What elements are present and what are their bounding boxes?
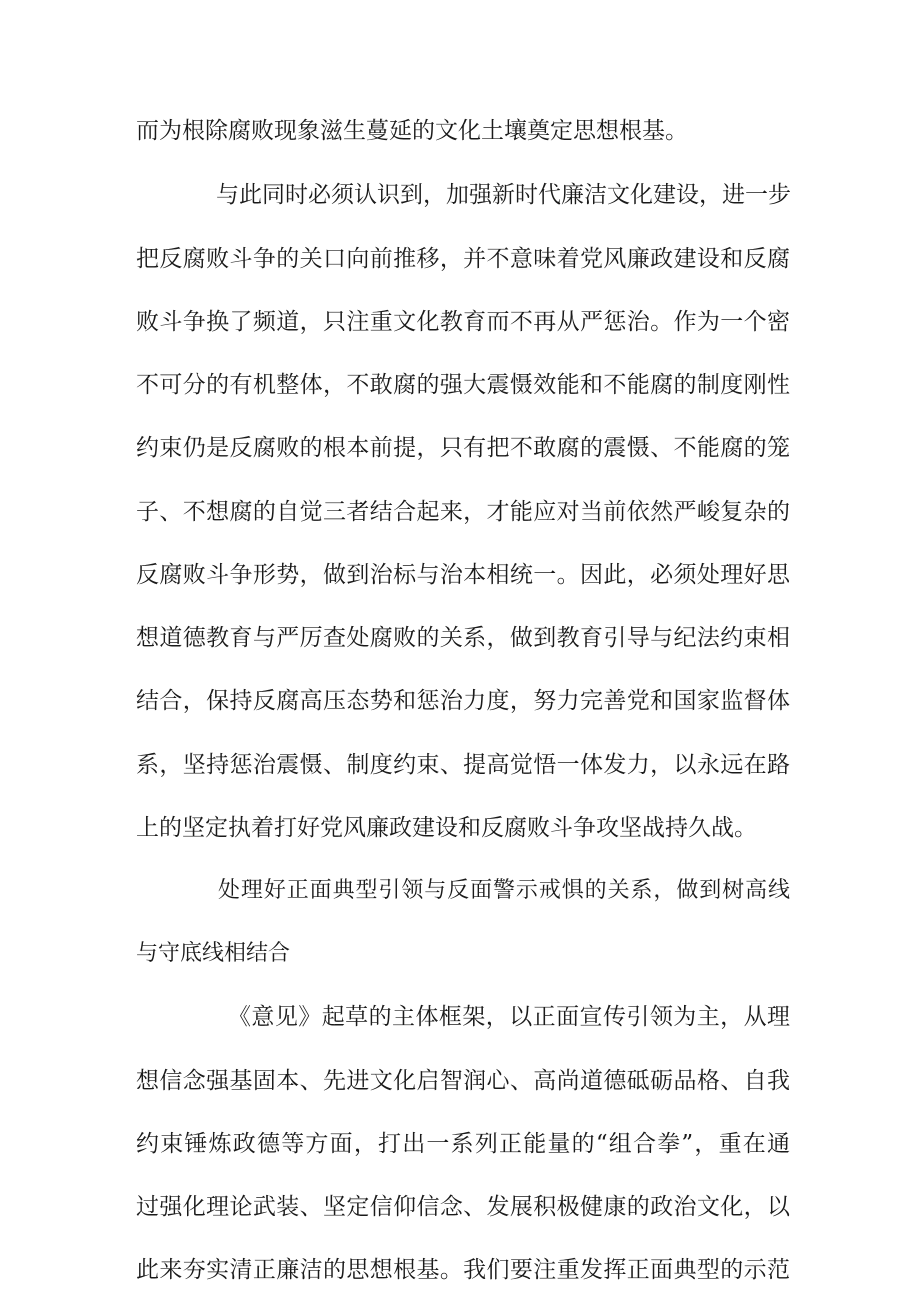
paragraph-line: 系，坚持惩治震慑、制度约束、提高觉悟一体发力，以永远在路 [136, 752, 790, 778]
paragraph-line: 不可分的有机整体，不敢腐的强大震慑效能和不能腐的制度刚性 [136, 372, 790, 398]
paragraph-line: 想信念强基固本、先进文化启智润心、高尚道德砥砺品格、自我 [136, 1068, 790, 1094]
paragraph-line: 败斗争换了频道，只注重文化教育而不再从严惩治。作为一个密 [136, 309, 790, 335]
paragraph-line: 想道德教育与严厉查处腐败的关系，做到教育引导与纪法约束相 [136, 625, 790, 651]
section-heading: 处理好正面典型引领与反面警示戒惧的关系，做到树高线 [218, 878, 790, 903]
paragraph-line: 而为根除腐败现象滋生蔓延的文化土壤奠定思想根基。 [136, 118, 688, 144]
paragraph-line: 把反腐败斗争的关口向前推移，并不意味着党风廉政建设和反腐 [136, 246, 790, 272]
paragraph-line: 结合，保持反腐高压态势和惩治力度，努力完善党和国家监督体 [136, 688, 790, 714]
paragraph-line: 子、不想腐的自觉三者结合起来，才能应对当前依然严峻复杂的 [136, 499, 790, 525]
section-heading: 与守底线相结合 [136, 941, 291, 966]
paragraph-line: 上的坚定执着打好党风廉政建设和反腐败斗争攻坚战持久战。 [136, 815, 757, 841]
paragraph-line: 约束锤炼政德等方面，打出一系列正能量的“组合拳”，重在通 [136, 1131, 790, 1157]
paragraph-line: 过强化理论武装、坚定信仰信念、发展积极健康的政治文化，以 [136, 1194, 790, 1220]
paragraph-line: 此来夯实清正廉洁的思想根基。我们要注重发挥正面典型的示范 [136, 1257, 790, 1283]
paragraph-line: 反腐败斗争形势，做到治标与治本相统一。因此，必须处理好思 [136, 562, 790, 588]
paragraph-line: 《意见》起草的主体框架，以正面宣传引领为主，从理 [228, 1004, 790, 1030]
paragraph-line: 与此同时必须认识到，加强新时代廉洁文化建设，进一步 [216, 182, 791, 208]
paragraph-line: 约束仍是反腐败的根本前提，只有把不敢腐的震慑、不能腐的笼 [136, 435, 790, 461]
